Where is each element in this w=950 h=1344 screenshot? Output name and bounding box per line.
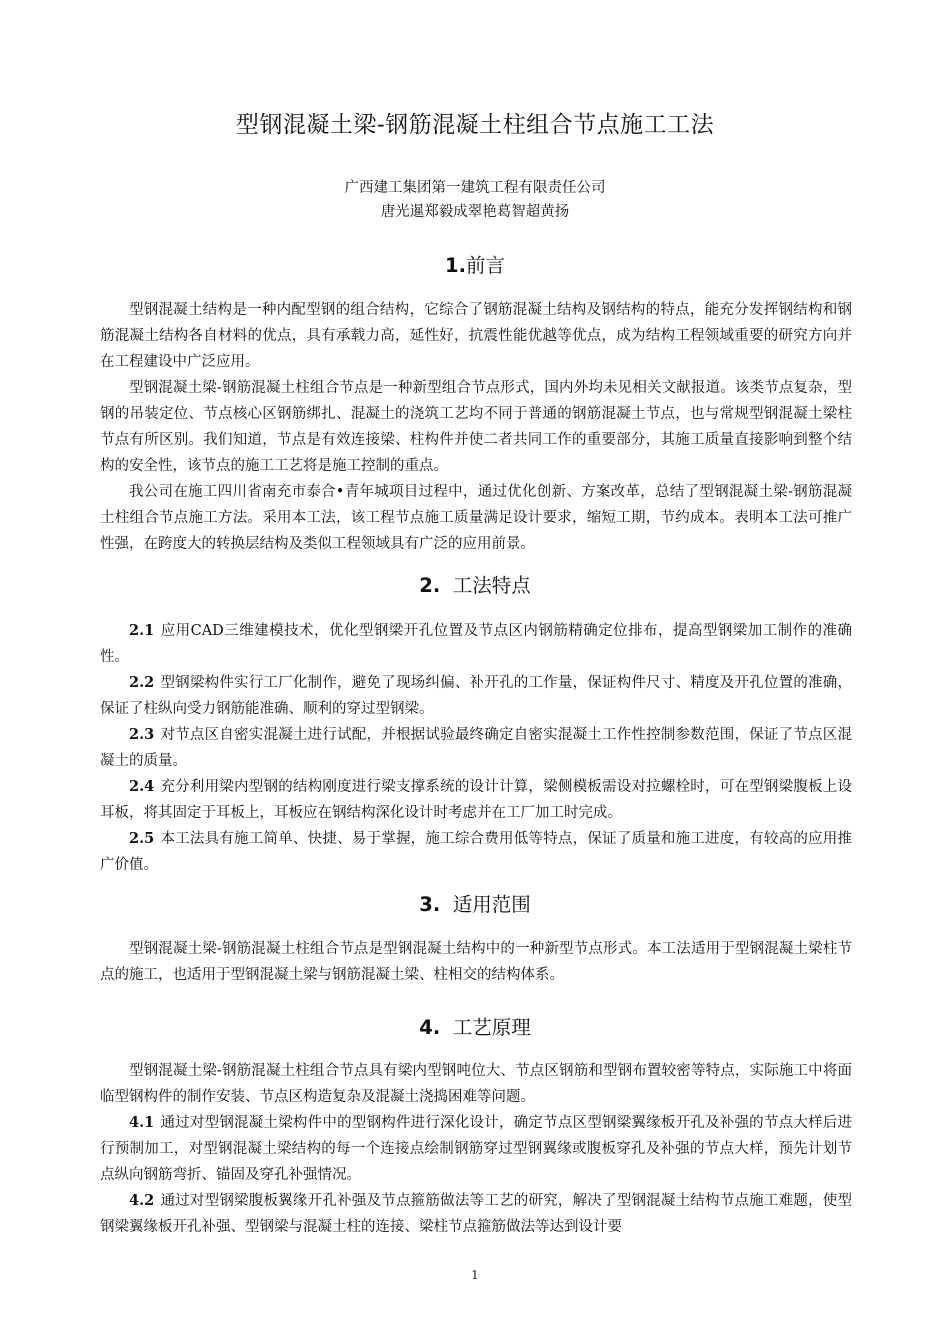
section-title: 前言	[465, 254, 505, 277]
list-item	[100, 826, 852, 878]
section-number: 2.	[419, 574, 441, 597]
list-item	[100, 774, 852, 826]
paragraph: 型钢混凝土梁-钢筋混凝土柱组合节点是一种新型组合节点形式，国内外均未见相关文献报道。该类节点复杂，型钢的吊装定位、节点核心区钢筋绑扎、混凝土的浇筑工艺均不同于普通的钢筋混凝土节点，也与常规型钢混凝土梁柱节点有所区别。我们知道，节点是有效连接梁、柱构件并使二者共同工作的重要部分，其施工质量直接影响到整个结构的安全性，该节点的施工工艺将是施工控制的重点。	[100, 380, 852, 474]
paragraph: 我公司在施工四川省南充市泰合•青年城项目过程中，通过优化创新、方案改革，总结了型钢混凝土梁-钢筋混凝土柱组合节点施工方法。采用本工法，该工程节点施工质量满足设计要求，缩短工期，节约成本。表明本工法可推广性强，在跨度大的转换层结构及类似工程领域具有广泛的应用前景。	[100, 484, 852, 552]
item-number: 4.1	[129, 1114, 155, 1131]
page-number: 1	[471, 1268, 479, 1282]
section-number: 1.	[445, 254, 466, 277]
section-1-heading	[0, 250, 950, 278]
item-text: 对节点区自密实混凝土进行试配，并根据试验最终确定自密实混凝土工作性控制参数范围，保证了节点区混凝土的质量。	[100, 727, 852, 769]
section-number: 3.	[419, 893, 441, 916]
section-title: 适用范围	[452, 893, 531, 916]
item-number: 2.2	[129, 674, 155, 691]
section-number: 4.	[419, 1016, 441, 1039]
item-number: 2.1	[129, 622, 155, 639]
paragraph: 型钢混凝土结构是一种内配型钢的组合结构，它综合了钢筋混凝土结构及钢结构的特点，能充分发挥钢结构和钢筋混凝土结构各自材料的优点，具有承载力高，延性好，抗震性能优越等优点，成为结构工程领域重要的研究方向并在工程建设中广泛应用。	[100, 302, 852, 370]
item-number: 2.3	[129, 726, 155, 743]
section-title: 工艺原理	[452, 1016, 531, 1039]
document-title: 型钢混凝土梁-钢筋混凝土柱组合节点施工工法	[235, 112, 715, 138]
paragraph: 型钢混凝土梁-钢筋混凝土柱组合节点是型钢混凝土结构中的一种新型节点形式。本工法适用于型钢混凝土梁柱节点的施工，也适用于型钢混凝土梁与钢筋混凝土梁、柱相交的结构体系。	[100, 941, 852, 983]
item-number: 2.4	[129, 778, 155, 795]
item-text: 通过对型钢梁腹板翼缘开孔补强及节点箍筋做法等工艺的研究，解决了型钢混凝土结构节点施工难题，使型钢梁翼缘板开孔补强、型钢梁与混凝土柱的连接、梁柱节点箍筋做法等达到设计要	[100, 1193, 852, 1235]
list-item	[100, 1110, 852, 1188]
section-2-body	[100, 618, 852, 878]
section-3-body	[100, 936, 852, 988]
item-text: 通过对型钢混凝土梁构件中的型钢构件进行深化设计，确定节点区型钢梁翼缘板开孔及补强的节点大样后进行预制加工，对型钢混凝土梁结构的每一个连接点绘制钢筋穿过型钢翼缘或腹板穿孔及补强的节点大样，预先计划节点纵向钢筋弯折、锚固及穿孔补强情况。	[100, 1115, 852, 1183]
item-text: 充分利用梁内型钢的结构刚度进行梁支撑系统的设计计算，梁侧模板需设对拉螺栓时，可在型钢梁腹板上设耳板，将其固定于耳板上，耳板应在钢结构深化设计时考虑并在工厂加工时完成。	[100, 779, 852, 821]
item-number: 4.2	[129, 1192, 155, 1209]
paragraph: 型钢混凝土梁-钢筋混凝土柱组合节点具有梁内型钢吨位大、节点区钢筋和型钢布置较密等特点，实际施工中将面临型钢构件的制作安装、节点区构造复杂及混凝土浇捣困难等问题。	[100, 1063, 852, 1105]
list-item	[100, 618, 852, 670]
item-text: 本工法具有施工简单、快捷、易于掌握，施工综合费用低等特点，保证了质量和施工进度，有较高的应用推广价值。	[100, 831, 852, 873]
list-item	[100, 670, 852, 722]
item-text: 型钢梁构件实行工厂化制作，避免了现场纠偏、补开孔的工作量，保证构件尺寸、精度及开孔位置的准确，保证了柱纵向受力钢筋能准确、顺利的穿过型钢梁。	[100, 675, 852, 717]
list-item	[100, 722, 852, 774]
section-3-heading	[0, 889, 950, 917]
list-item	[100, 1188, 852, 1240]
section-title: 工法特点	[452, 574, 531, 597]
section-4-heading	[0, 1012, 950, 1040]
organization: 广西建工集团第一建筑工程有限责任公司	[344, 180, 606, 196]
item-text: 应用CAD三维建模技术，优化型钢梁开孔位置及节点区内钢筋精确定位排布，提高型钢梁加工制作的准确性。	[100, 623, 852, 665]
authors: 唐光暹郑毅成翠艳葛智超黄扬	[380, 204, 570, 220]
item-number: 2.5	[129, 830, 155, 847]
section-1-body	[100, 297, 852, 557]
section-4-body	[100, 1058, 852, 1240]
section-2-heading	[0, 570, 950, 598]
